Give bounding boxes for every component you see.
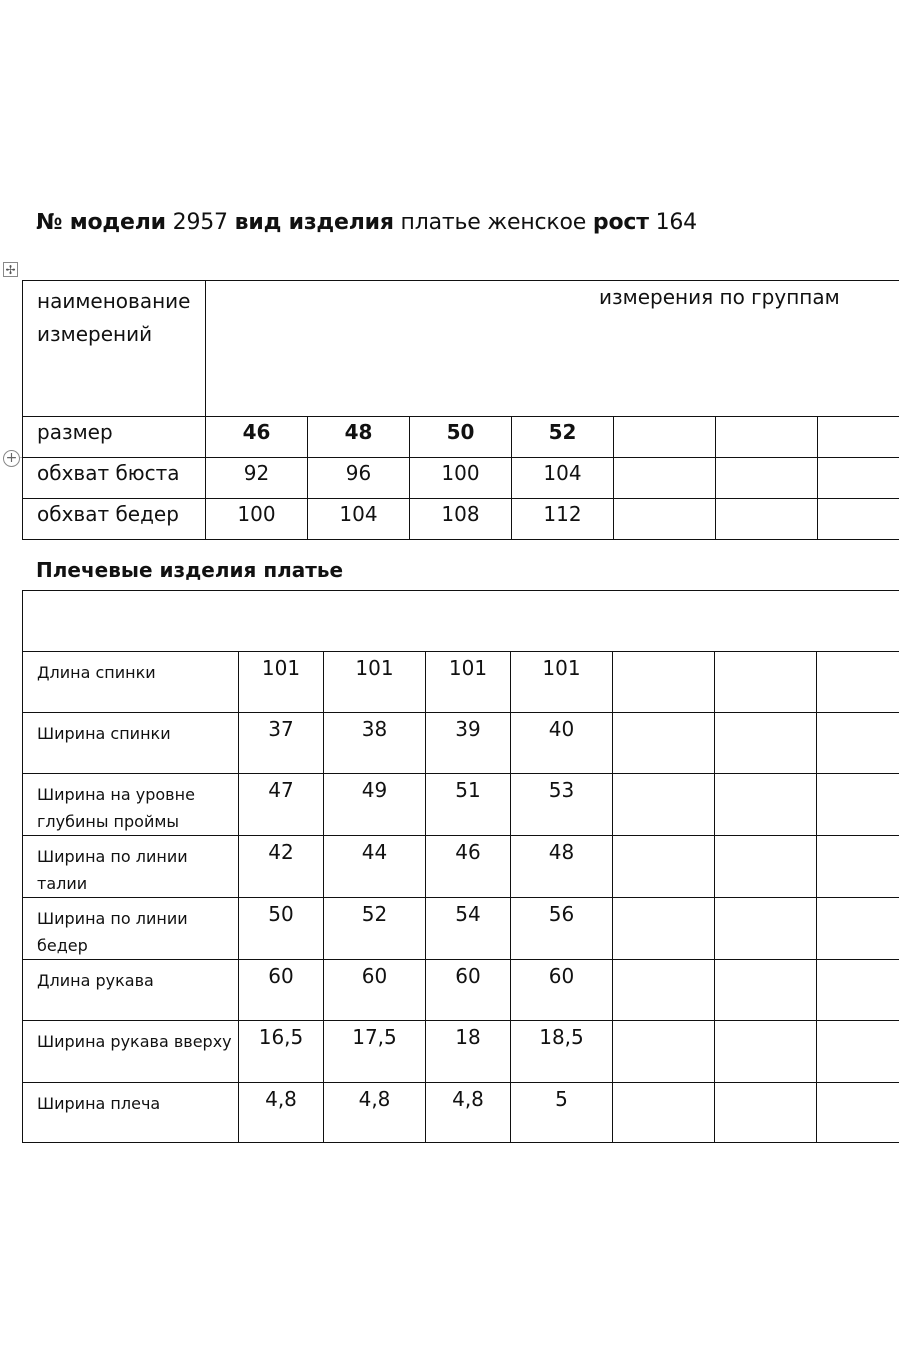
empty-cell [613,1021,715,1083]
value-cell: 101 [426,652,511,713]
row-label: Ширина на уровне глубины проймы [23,774,239,836]
value-cell: 60 [426,960,511,1021]
value-cell: 4,8 [426,1083,511,1143]
value-cell: 60 [239,960,324,1021]
row-label: обхват бедер [23,499,206,540]
value-cell: 47 [239,774,324,836]
table-row [23,898,899,960]
empty-cell [716,458,818,499]
value-cell: 53 [511,774,613,836]
value-cell: 100 [410,458,512,499]
value-cell: 112 [512,499,614,540]
row-label: Длина спинки [23,652,239,713]
value-cell: 49 [324,774,426,836]
model-label: № модели [36,210,166,235]
model-value: 2957 [172,210,228,235]
table-row [23,713,899,774]
empty-cell [818,417,899,458]
value-cell: 96 [308,458,410,499]
measurements-table [22,280,899,540]
empty-cell [715,713,817,774]
table-row [23,836,899,898]
empty-cell [715,960,817,1021]
value-cell: 51 [426,774,511,836]
size-cell: 52 [512,417,614,458]
table-row [23,1083,899,1143]
height-value: 164 [655,210,697,235]
empty-cell [817,713,899,774]
type-label: вид изделия [234,210,394,235]
empty-cell [613,1083,715,1143]
value-cell: 101 [511,652,613,713]
value-cell: 104 [512,458,614,499]
empty-header-row [23,591,899,652]
size-label: размер [23,417,206,458]
value-cell: 4,8 [239,1083,324,1143]
empty-cell [613,836,715,898]
size-cell: 50 [410,417,512,458]
empty-cell [817,836,899,898]
size-cell: 48 [308,417,410,458]
row-label: Ширина спинки [23,713,239,774]
table-row [23,652,899,713]
empty-cell [715,1083,817,1143]
table-row [23,774,899,836]
table-row [23,499,899,540]
empty-cell [716,417,818,458]
add-row-icon[interactable]: + [3,450,20,467]
value-cell: 39 [426,713,511,774]
value-cell: 40 [511,713,613,774]
document-heading [36,210,697,235]
empty-cell [818,499,899,540]
value-cell: 48 [511,836,613,898]
value-cell: 52 [324,898,426,960]
table-row [23,960,899,1021]
empty-cell [715,836,817,898]
value-cell: 42 [239,836,324,898]
empty-cell [817,898,899,960]
empty-cell [715,652,817,713]
row-label: Длина рукава [23,960,239,1021]
empty-cell [817,1021,899,1083]
value-cell: 38 [324,713,426,774]
name-header-line2: измерений [37,322,153,346]
size-cell: 46 [206,417,308,458]
type-value: платье женское [400,210,587,235]
value-cell: 104 [308,499,410,540]
garment-measurements-table [22,590,899,1143]
table-row [23,458,899,499]
value-cell: 4,8 [324,1083,426,1143]
value-cell: 101 [324,652,426,713]
empty-cell [715,1021,817,1083]
section-title: Плечевые изделия платье [36,558,344,582]
empty-cell [614,417,716,458]
height-label: рост [592,210,649,235]
value-cell: 5 [511,1083,613,1143]
value-cell: 44 [324,836,426,898]
name-header-cell [23,281,206,417]
empty-cell [613,960,715,1021]
empty-cell [613,652,715,713]
empty-cell [613,774,715,836]
value-cell: 101 [239,652,324,713]
row-label: Ширина по линии талии [23,836,239,898]
empty-cell [817,960,899,1021]
empty-cell [614,458,716,499]
empty-cell [613,898,715,960]
empty-cell [817,1083,899,1143]
name-header-line1: наименование [37,289,191,313]
row-label: Ширина по линии бедер [23,898,239,960]
empty-cell [613,713,715,774]
empty-cell [715,898,817,960]
value-cell: 108 [410,499,512,540]
value-cell: 100 [206,499,308,540]
empty-cell [715,774,817,836]
table-row [23,1021,899,1083]
value-cell: 56 [511,898,613,960]
value-cell: 54 [426,898,511,960]
value-cell: 60 [511,960,613,1021]
row-label: Ширина плеча [23,1083,239,1143]
value-cell: 18 [426,1021,511,1083]
groups-header: измерения по группам [599,285,840,309]
value-cell: 50 [239,898,324,960]
value-cell: 18,5 [511,1021,613,1083]
empty-cell [716,499,818,540]
value-cell: 37 [239,713,324,774]
value-cell: 60 [324,960,426,1021]
value-cell: 16,5 [239,1021,324,1083]
value-cell: 92 [206,458,308,499]
row-label: обхват бюста [23,458,206,499]
value-cell: 17,5 [324,1021,426,1083]
empty-cell [817,774,899,836]
groups-header-cell [206,281,899,417]
value-cell: 46 [426,836,511,898]
empty-cell [818,458,899,499]
empty-cell [614,499,716,540]
row-label: Ширина рукава вверху [23,1021,239,1083]
empty-cell [817,652,899,713]
move-handle-icon[interactable]: ✢ [3,262,18,277]
